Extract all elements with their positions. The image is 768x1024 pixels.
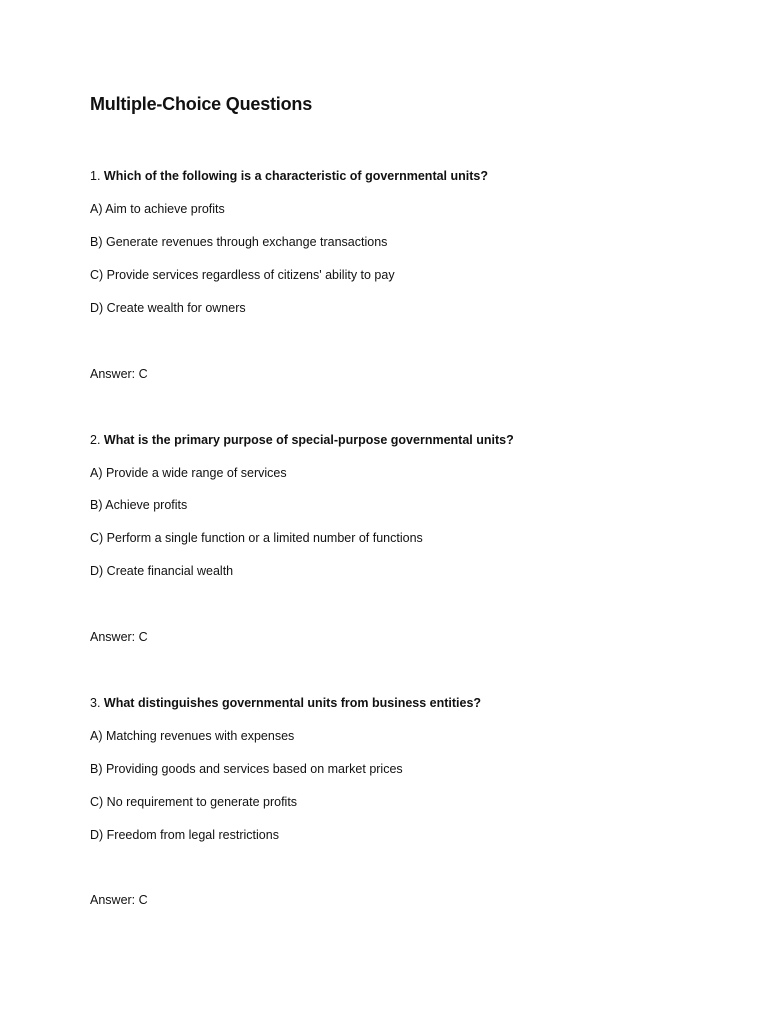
option-d: D) Freedom from legal restrictions — [90, 828, 279, 842]
option-a: A) Aim to achieve profits — [90, 202, 225, 216]
option-a: A) Matching revenues with expenses — [90, 729, 295, 743]
answer-line: Answer: C — [90, 893, 148, 907]
answer-line: Answer: C — [90, 630, 148, 644]
question-1 — [90, 168, 488, 184]
option-d: D) Create financial wealth — [90, 564, 234, 578]
question-text: Which of the following is a characteristic of governmental units? — [103, 169, 488, 183]
question-text: What distinguishes governmental units from business entities? — [103, 696, 482, 710]
question-3 — [90, 695, 481, 711]
question-2 — [90, 432, 514, 448]
option-b: B) Providing goods and services based on market prices — [90, 762, 403, 776]
question-number: 1. — [90, 169, 101, 183]
question-text: What is the primary purpose of special-purpose governmental units? — [103, 433, 514, 447]
option-c: C) Perform a single function or a limited number of functions — [90, 531, 423, 545]
option-b: B) Achieve profits — [90, 498, 188, 512]
option-d: D) Create wealth for owners — [90, 301, 246, 315]
question-number: 3. — [90, 696, 101, 710]
question-number: 2. — [90, 433, 101, 447]
document-title: Multiple-Choice Questions — [90, 94, 313, 114]
option-c: C) Provide services regardless of citizens' ability to pay — [90, 268, 395, 282]
option-a: A) Provide a wide range of services — [90, 466, 287, 480]
option-b: B) Generate revenues through exchange transactions — [90, 235, 388, 249]
answer-line: Answer: C — [90, 367, 148, 381]
option-c: C) No requirement to generate profits — [90, 795, 298, 809]
